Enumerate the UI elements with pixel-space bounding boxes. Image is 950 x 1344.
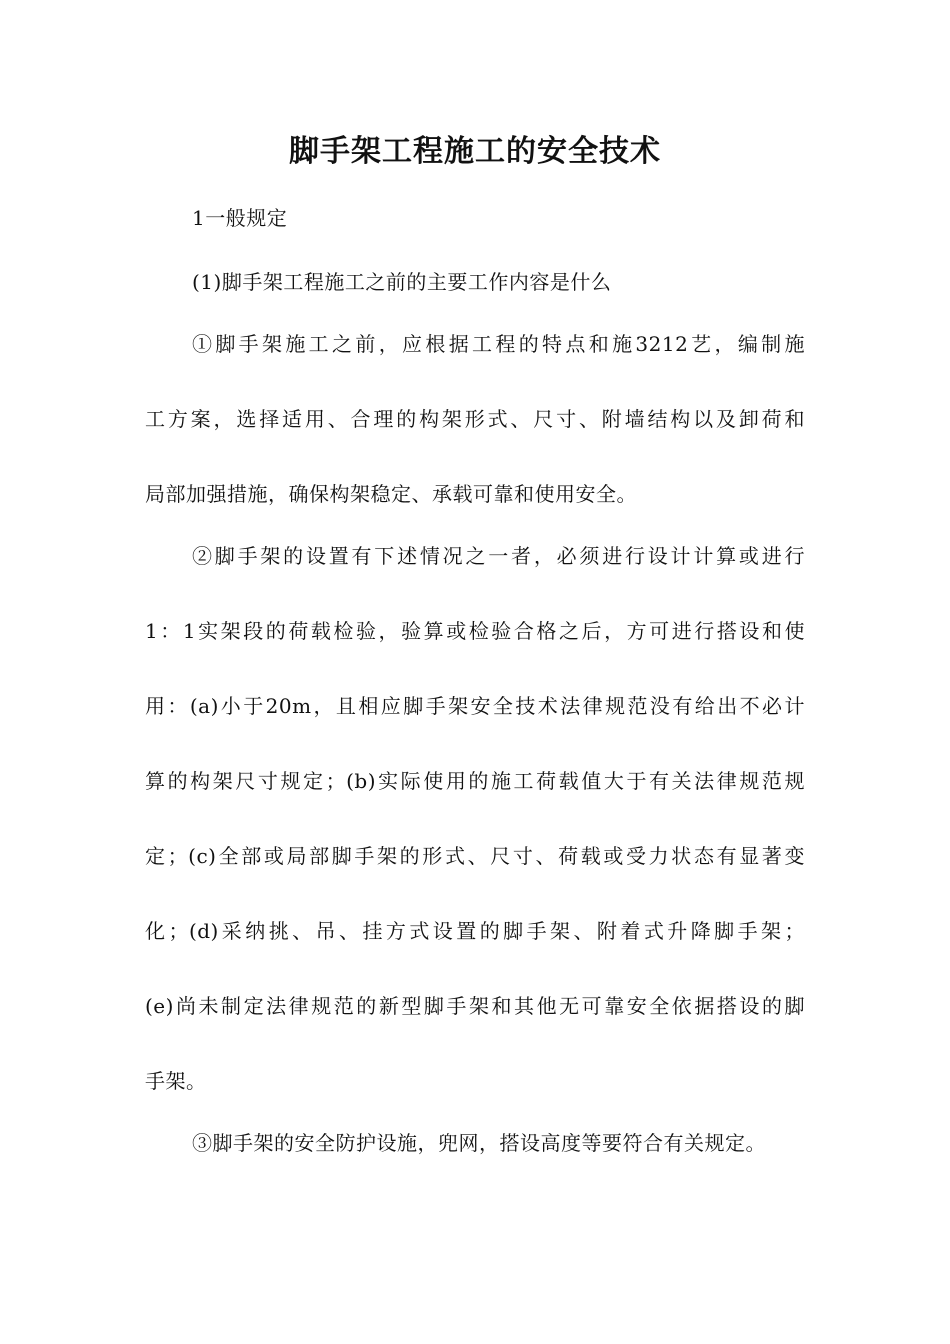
document-title: 脚手架工程施工的安全技术 xyxy=(289,134,661,169)
paragraph-line: 手架。 xyxy=(145,1069,207,1093)
subsection-heading: (1)脚手架工程施工之前的主要工作内容是什么 xyxy=(192,270,612,294)
paragraph-line: ③脚手架的安全防护设施，兜网，搭设高度等要符合有关规定。 xyxy=(192,1131,766,1155)
paragraph-line: 1：1实架段的荷载检验，验算或检验合格之后，方可进行搭设和使 xyxy=(145,619,805,643)
section-heading: 1一般规定 xyxy=(192,206,288,230)
paragraph-line: 用：(a)小于20m，且相应脚手架安全技术法律规范没有给出不必计 xyxy=(145,694,805,718)
paragraph-line: ①脚手架施工之前，应根据工程的特点和施3212艺，编制施 xyxy=(192,332,805,356)
paragraph-line: 工方案，选择适用、合理的构架形式、尺寸、附墙结构以及卸荷和 xyxy=(145,407,805,431)
paragraph-line: 定；(c)全部或局部脚手架的形式、尺寸、荷载或受力状态有显著变 xyxy=(145,844,805,868)
paragraph-line: 算的构架尺寸规定；(b)实际使用的施工荷载值大于有关法律规范规 xyxy=(145,769,805,793)
paragraph-line: 局部加强措施，确保构架稳定、承载可靠和使用安全。 xyxy=(145,482,637,506)
paragraph-line: 化；(d)采纳挑、吊、挂方式设置的脚手架、附着式升降脚手架； xyxy=(145,919,805,943)
paragraph-line: ②脚手架的设置有下述情况之一者，必须进行设计计算或进行 xyxy=(192,544,805,568)
paragraph-line: (e)尚未制定法律规范的新型脚手架和其他无可靠安全依据搭设的脚 xyxy=(145,994,805,1018)
